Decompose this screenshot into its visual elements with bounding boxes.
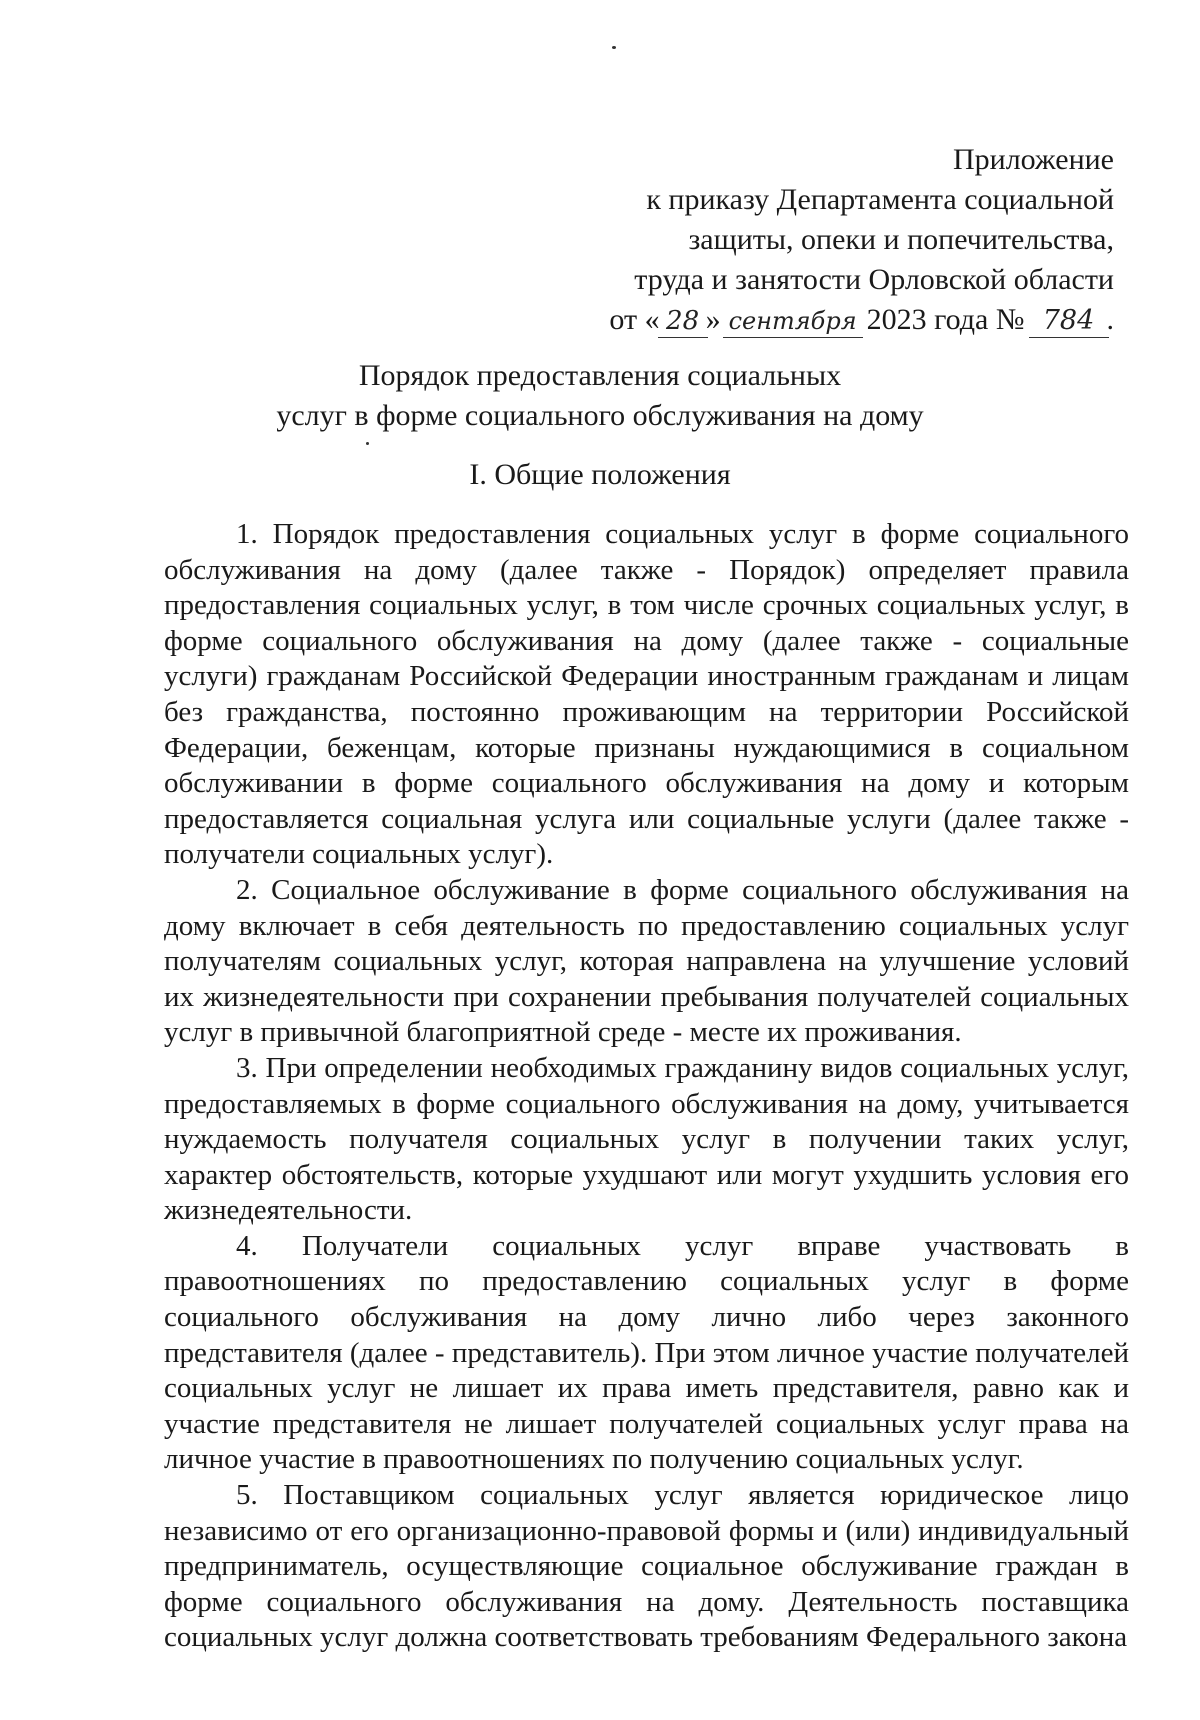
paragraph: 1. Порядок предоставления социальных услуг в форме социального обслуживания на дому (далее также - Порядок) определяет правила предоставления социальных услуг, в том числе срочных социальных услуг, в форме социального обслуживания на дому (далее также - социальные услуги) гражданам Российской Федерации иностранным гражданам и лицам без гражданства, постоянно проживающим на территории Российской Федерации, беженцам, которые признаны нуждающимися в социальном обслуживании в форме социального обслуживания на дому и которым предоставляется социальная услуга или социальные услуги (далее также - получатели социальных услуг). <box>164 518 1129 871</box>
handwritten-order-number: 784 <box>1031 301 1107 341</box>
date-quote-close: » <box>705 303 721 336</box>
document-title <box>0 356 1200 436</box>
appendix-title: Приложение <box>952 143 1114 176</box>
scan-speck <box>612 46 616 49</box>
section-heading: I. Общие положения <box>469 458 731 491</box>
paragraph: 5. Поставщиком социальных услуг является юридическое лицо независимо от его организационно-правовой формы и (или) индивидуальный предприниматель, осуществляющие социальное обслуживание граждан в форме социального обслуживания на дому. Деятельность поставщика социальных услуг должна соответствовать требованиям Федерального закона <box>164 1479 1129 1654</box>
order-date-line <box>609 300 1114 341</box>
paragraph: 3. При определении необходимых гражданину видов социальных услуг, предоставляемых в форме социального обслуживания на дому, учитывается нуждаемость получателя социальных услуг в получении таких услуг, характер обстоятельств, которые ухудшают или могут ухудшить условия его жизнедеятельности. <box>164 1051 1129 1227</box>
handwritten-day: 28 <box>660 301 706 341</box>
handwritten-month: сентября <box>725 301 861 341</box>
title-line: услуг в форме социального обслуживания на дому <box>276 399 924 432</box>
title-line: Порядок предоставления социальных <box>358 359 842 392</box>
appendix-line: труда и занятости Орловской области <box>634 263 1114 296</box>
document-body <box>164 517 1129 1656</box>
date-prefix: от « <box>609 303 660 336</box>
appendix-line: к приказу Департамента социальной <box>646 183 1114 216</box>
scan-speck <box>366 442 369 445</box>
appendix-block <box>609 140 1114 341</box>
trailing-dot: . <box>1106 303 1114 336</box>
paragraph: 2. Социальное обслуживание в форме социального обслуживания на дому включает в себя деятельность по предоставлению социальных услуг получателям социальных услуг, которая направлена на улучшение условий их жизнедеятельности при сохранении пребывания получателей социальных услуг в привычной благоприятной среде - месте их проживания. <box>164 873 1129 1049</box>
paragraph: 4. Получатели социальных услуг вправе участвовать в правоотношениях по предоставлению социальных услуг в форме социального обслуживания на дому лично либо через законного представителя (далее - представитель). При этом личное участие получателей социальных услуг не лишает их права иметь представителя, равно как и участие представителя не лишает получателей социальных услуг права на личное участие в правоотношениях по получению социальных услуг. <box>164 1229 1129 1476</box>
appendix-line: защиты, опеки и попечительства, <box>688 223 1114 256</box>
date-year: 2023 года № <box>866 303 1025 336</box>
